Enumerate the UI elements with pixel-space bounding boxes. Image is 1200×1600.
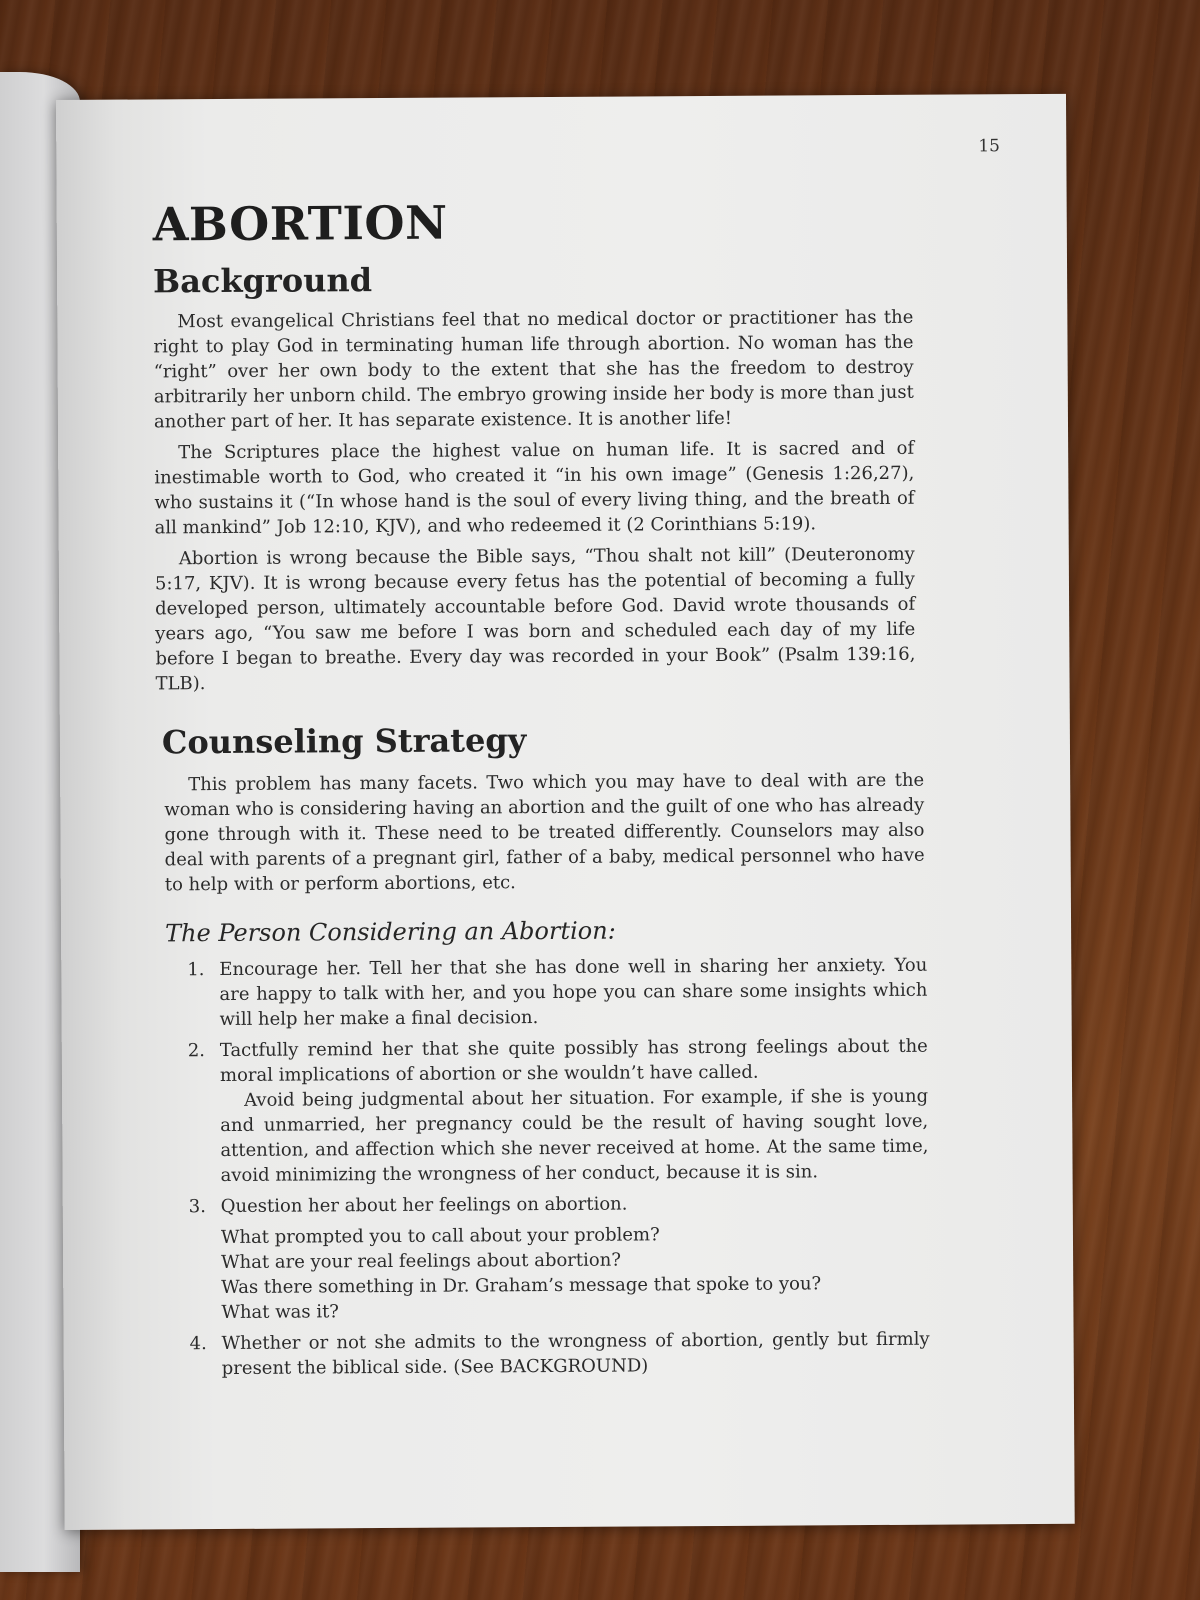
counseling-steps-list (187, 953, 930, 1382)
page-title: ABORTION (152, 195, 448, 252)
list-item-text: Encourage her. Tell her that she has done well in sharing her anxiety. You are happy to talk with her, and you hope you can share some insights which will help her make a final decision. (219, 954, 928, 1031)
list-item-text: Question her about her feelings on abortion. (220, 1193, 628, 1218)
list-item (190, 1327, 930, 1382)
sample-question: What prompted you to call about your problem? (220, 1224, 660, 1249)
list-number: 1. (187, 959, 205, 981)
list-item-note: Avoid being judgmental about her situation. For example, if she is young and unmarried, her pregnancy could be the result of having sought love, attention, and affection which she never received at home. At the same time, avoid minimizing the wrongness of her conduct, because it is sin. (220, 1085, 929, 1187)
subsection-heading: The Person Considering an Abortion: (165, 916, 616, 948)
list-item (188, 1034, 929, 1189)
book-page (56, 94, 1075, 1530)
list-item-text: Whether or not she admits to the wrongness of abortion, gently but firmly present the biblical side. (See BACKGROUND) (221, 1328, 930, 1380)
background-section (153, 305, 915, 697)
list-number: 3. (188, 1196, 207, 1218)
list-item-text: Tactfully remind her that she quite possibly has strong feelings about the moral implications of abortion or she wouldn’t have called. (219, 1035, 928, 1087)
background-paragraph: Most evangelical Christians feel that no medical doctor or practitioner has the right to play God in terminating human life through abortion. No woman has the “right” over her own body to the extent that she has the freedom to destroy arbitrarily her unborn child. The embryo growing inside her body is more than just another part of her. It has separate existence. It is another life! (153, 306, 914, 433)
counseling-intro: This problem has many facets. Two which you may have to deal with are the woman who is considering having an abortion and the guilt of one who has already gone through with it. These need to be treated differently. Counselors may also deal with parents of a pregnant girl, father of a baby, medical personnel who have to help with or perform abortions, etc. (164, 769, 925, 896)
list-item (187, 953, 927, 1033)
background-heading: Background (152, 261, 373, 301)
sample-question: What are your real feelings about abortion? (221, 1249, 622, 1274)
page-content (152, 95, 1001, 1380)
background-paragraph: Abortion is wrong because the Bible says, “Thou shalt not kill” (Deuteronomy 5:17, KJV). It is wrong because every fetus has the potential of becoming a fully developed person, ultimately accountable before God. David wrote thousands of years ago, “You saw me before I was born and scheduled each day of my life before I began to breathe. Every day was recorded in your Book” (Psalm 139:16, TLB). (154, 543, 916, 695)
list-item (189, 1190, 930, 1326)
sample-question: Was there something in Dr. Graham’s message that spoke to you? (221, 1273, 822, 1299)
sample-question: What was it? (221, 1301, 340, 1324)
list-number: 2. (187, 1040, 206, 1062)
background-paragraph: The Scriptures place the highest value on human life. It is sacred and of inestimable worth to God, who created it “in his own image” (Genesis 1:26,27), who sustains it (“In whose hand is the soul of every living thing, and the breath of all mankind” Job 12:10, KJV), and who redeemed it (2 Corinthians 5:19). (154, 437, 915, 539)
list-number: 4. (189, 1333, 207, 1355)
page-number: 15 (978, 136, 1001, 157)
counseling-strategy-heading: Counseling Strategy (161, 721, 527, 762)
counseling-section (164, 768, 925, 898)
